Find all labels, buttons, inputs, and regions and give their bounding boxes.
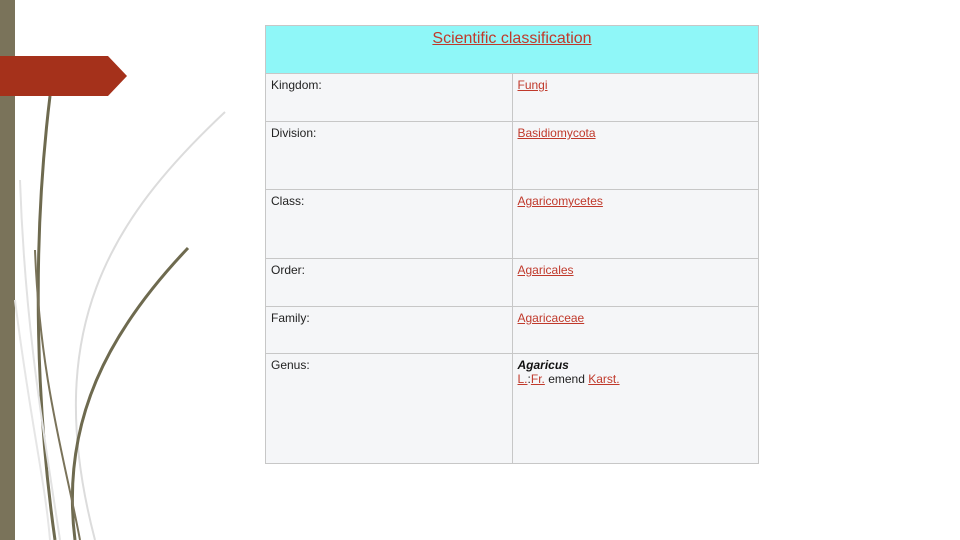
arrow-tab: [0, 56, 130, 98]
table-row: [266, 122, 759, 190]
division-link[interactable]: Basidiomycota: [517, 126, 596, 140]
row-value: [512, 74, 759, 122]
table-header: [266, 26, 759, 74]
authority-link-1[interactable]: L.: [517, 372, 528, 386]
genus-name: Agaricus: [517, 358, 569, 372]
table-title[interactable]: Scientific classification: [432, 30, 592, 47]
order-link[interactable]: Agaricales: [517, 263, 574, 277]
row-label: Family:: [266, 307, 513, 354]
row-value: [512, 307, 759, 354]
authority-link-3[interactable]: Karst.: [588, 372, 620, 386]
authority-link-2[interactable]: Fr.: [530, 372, 545, 386]
table-row: [266, 307, 759, 354]
emend-text: emend: [544, 372, 589, 386]
row-label: Kingdom:: [266, 74, 513, 122]
row-label: Genus:: [266, 354, 513, 464]
table-row: [266, 74, 759, 122]
table-row: [266, 354, 759, 464]
decorative-curve: [72, 248, 188, 540]
row-value: [512, 354, 759, 464]
row-value: [512, 259, 759, 307]
decorative-curve: [76, 112, 225, 540]
decorative-curve: [15, 300, 50, 540]
row-value: [512, 122, 759, 190]
authority-separator: :: [527, 372, 531, 386]
classification-table: [265, 25, 759, 464]
table-row: [266, 190, 759, 259]
row-label: Class:: [266, 190, 513, 259]
family-link[interactable]: Agaricaceae: [517, 311, 585, 325]
kingdom-link[interactable]: Fungi: [517, 78, 548, 92]
table-header-row: [266, 26, 759, 74]
row-label: Order:: [266, 259, 513, 307]
class-link[interactable]: Agaricomycetes: [517, 194, 603, 208]
row-value: [512, 190, 759, 259]
genus-authority: [518, 372, 754, 386]
table-row: [266, 259, 759, 307]
row-label: Division:: [266, 122, 513, 190]
